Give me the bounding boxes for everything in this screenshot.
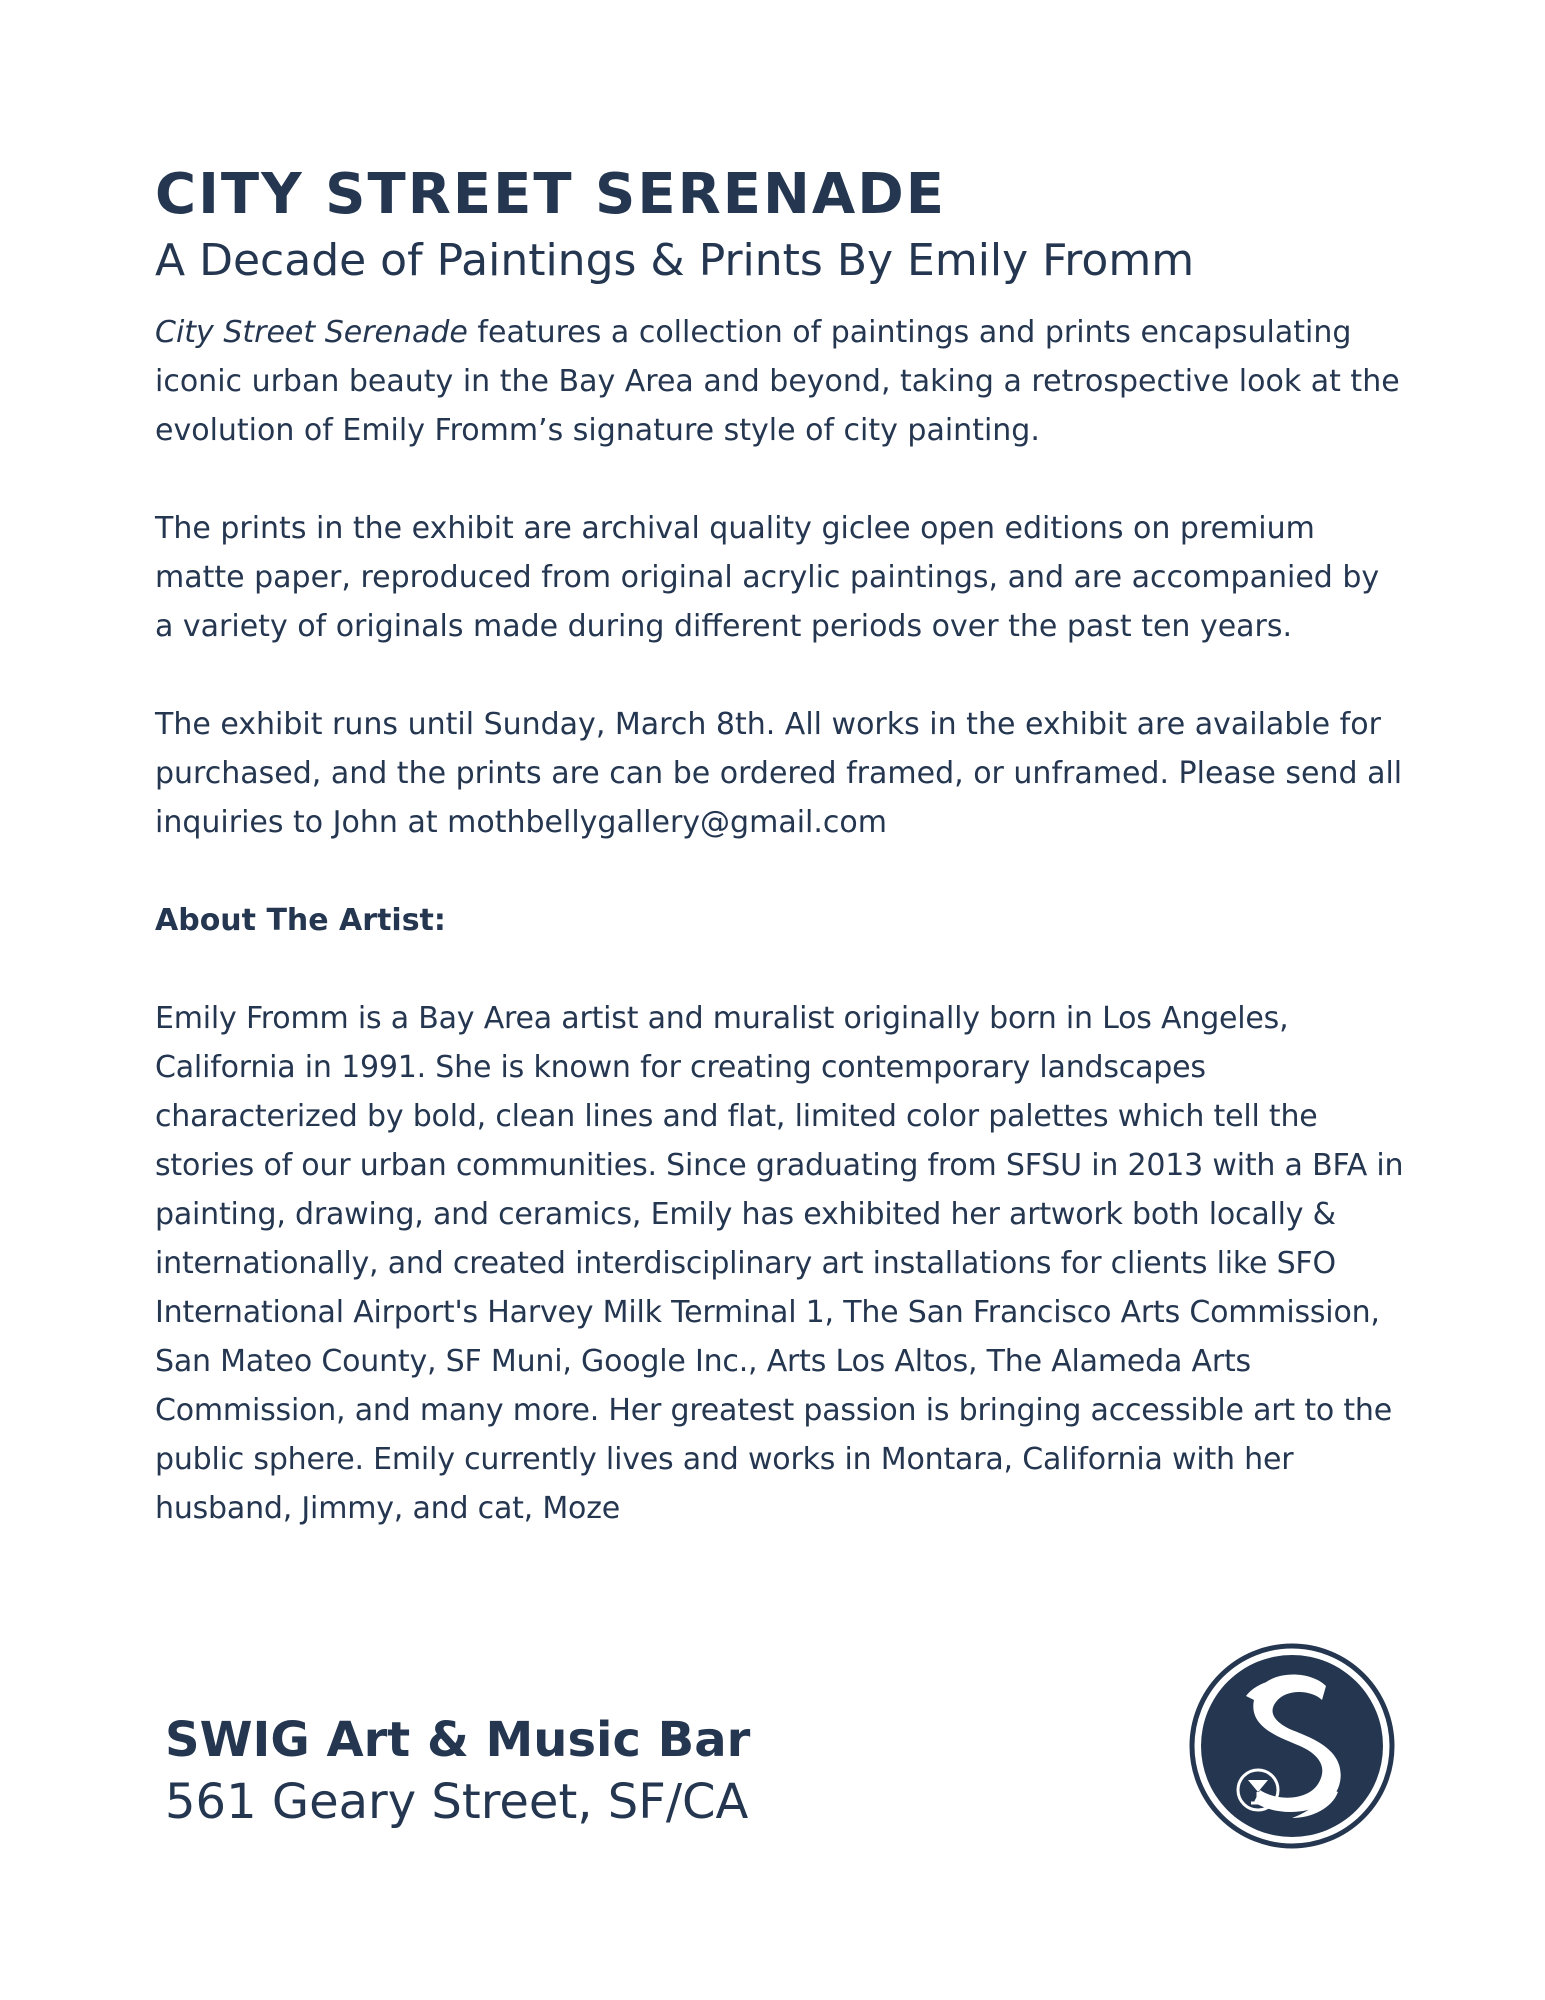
- about-heading: About The Artist:: [155, 903, 446, 938]
- exhibit-title: CITY STREET SERENADE: [155, 162, 946, 227]
- venue-block: [165, 1710, 750, 1834]
- exhibit-subtitle: A Decade of Paintings & Prints By Emily Fromm: [155, 235, 1195, 286]
- intro-italic-title: City Street Serenade: [155, 315, 468, 350]
- intro-text: features a collection of paintings and prints encapsulating iconic urban beauty in the Bay Area and beyond, taking a retrospective look at the evolution of Emily Fromm’s signature style of city painting.: [155, 315, 1400, 448]
- swig-s-logo-icon: [1188, 1642, 1396, 1850]
- exhibit-info-paragraph: The exhibit runs until Sunday, March 8th. All works in the exhibit are available for purchased, and the prints are can be ordered framed, or unframed. Please send all inquiries to John at mothbellygallery@gmail.com: [155, 707, 1403, 840]
- logo-graphic: [1188, 1642, 1396, 1850]
- flyer-content: [155, 160, 1405, 1533]
- prints-paragraph: The prints in the exhibit are archival quality giclee open editions on premium matte paper, reproduced from original acrylic paintings, and are accompanied by a variety of originals made during different periods over the past ten years.: [155, 511, 1380, 644]
- intro-paragraph: [155, 308, 1405, 455]
- about-artist-paragraph: Emily Fromm is a Bay Area artist and muralist originally born in Los Angeles, California in 1991. She is known for creating contemporary landscapes characterized by bold, clean lines and flat, limited color palettes which tell the stories of our urban communities. Since graduating from SFSU in 2013 with a BFA in painting, drawing, and ceramics, Emily has exhibited her artwork both locally & internationally, and created interdisciplinary art installations for clients like SFO International Airport's Harvey Milk Terminal 1, The San Francisco Arts Commission, San Mateo County, SF Muni, Google Inc., Arts Los Altos, The Alameda Arts Commission, and many more. Her greatest passion is bringing accessible art to the public sphere. Emily currently lives and works in Montara, California with her husband, Jimmy, and cat, Moze: [155, 1001, 1404, 1526]
- venue-address: 561 Geary Street, SF/CA: [165, 1774, 749, 1830]
- venue-name: SWIG Art & Music Bar: [165, 1712, 751, 1768]
